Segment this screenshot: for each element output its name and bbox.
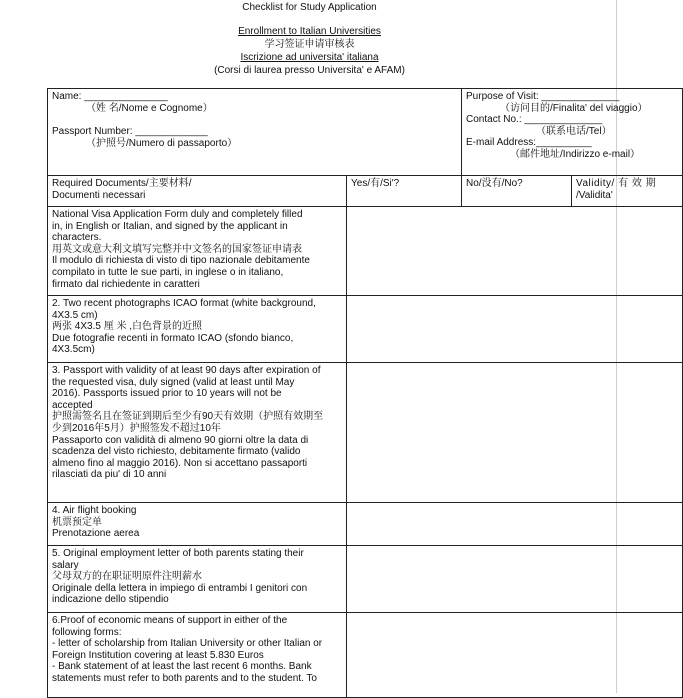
document-row-employment: [48, 546, 683, 613]
document-row-photographs: [48, 296, 683, 363]
document-row-passport: [48, 363, 683, 503]
doc-line: accepted: [52, 399, 93, 411]
doc-line: Il modulo di richiesta di visto di tipo nazionale debitamente: [52, 255, 310, 267]
doc-line: Originale della lettera in impiego di entrambi I genitori con: [52, 582, 308, 594]
doc-line: 4X3.5cm): [52, 344, 95, 356]
validity-header-line-1: Validity/ 有 效 期: [576, 178, 657, 189]
doc-line: Prenotazione aerea: [52, 528, 140, 540]
doc-line: 少到2016年5月）护照签发不超过10年: [52, 422, 221, 434]
doc-line: - Bank statement of at least the last recent 6 months. Bank: [52, 661, 312, 673]
check-cell[interactable]: [347, 363, 683, 503]
doc-line: compilato in tutte le sue parti, in inglese o in italiano,: [52, 266, 284, 278]
name-caption: （姓 名/Nome e Cognome）: [86, 102, 213, 114]
column-header-row: [48, 176, 683, 207]
purpose-field[interactable]: Purpose of Visit: ______________: [466, 91, 620, 102]
required-documents-header: [48, 176, 347, 207]
document-description: [48, 363, 347, 503]
email-field[interactable]: E-mail Address:__________: [466, 137, 592, 149]
doc-line: National Visa Application Form duly and completely filled: [52, 209, 303, 220]
doc-line: 两张 4X3.5 厘 米 ,白色背景的近照: [52, 321, 203, 333]
document-row-economic-means: [48, 613, 683, 698]
check-cell[interactable]: [347, 613, 683, 698]
enrollment-it: Iscrizione ad universita' italiana: [240, 52, 379, 63]
applicant-cell: [48, 89, 462, 176]
doc-line: - letter of scholarship from Italian University or other Italian or: [52, 638, 323, 650]
document-description: [48, 546, 347, 613]
check-cell[interactable]: [347, 546, 683, 613]
name-field[interactable]: Name: _______________: [52, 91, 168, 102]
validity-header: [572, 176, 683, 207]
required-header-line-2: Documenti necessari: [52, 189, 146, 201]
document-description: [48, 503, 347, 546]
doc-line: in, in English or Italian, and signed by the applicant in: [52, 220, 288, 232]
contact-field[interactable]: Contact No.: ______________: [466, 114, 603, 126]
contact-cell: [462, 89, 683, 176]
doc-line: salary: [52, 559, 79, 571]
doc-line: statements must refer to both parents and to the student. To: [52, 672, 317, 684]
enrollment-zh: 学习签证申请审核表: [264, 39, 355, 50]
doc-line: indicazione dello stipendio: [52, 594, 169, 606]
doc-line: the requested visa, duly signed (valid at least until May: [52, 376, 295, 388]
doc-line: 用英文或意大利文填写完整并中文签名的国家签证申请表: [52, 243, 302, 255]
yes-header: [347, 176, 462, 207]
checklist-table: [47, 88, 683, 698]
doc-line: characters.: [52, 232, 102, 244]
validity-header-line-2: /Validita': [576, 189, 613, 201]
doc-line: Foreign Institution covering at least 5.830 Euros: [52, 649, 264, 661]
no-header-label: No/没有/No?: [466, 178, 523, 189]
doc-line: Passaporto con validità di almeno 90 giorni oltre la data di: [52, 434, 309, 446]
enrollment-en: Enrollment to Italian Universities: [238, 26, 381, 37]
doc-line: 3. Passport with validity of at least 90 days after expiration of: [52, 365, 321, 376]
document-description: [48, 613, 347, 698]
check-cell[interactable]: [347, 207, 683, 296]
passport-number-field[interactable]: Passport Number: _____________: [52, 126, 208, 138]
applicant-info-row: [48, 89, 683, 176]
passport-caption: （护照号/Numero di passaporto）: [86, 137, 238, 149]
check-cell[interactable]: [347, 296, 683, 363]
doc-line: 护照需签名且在签证到期后至少有90天有效期（护照有效期至: [52, 411, 324, 423]
doc-line: 父母双方的在职证明原件注明薪水: [52, 571, 202, 583]
no-header: [462, 176, 572, 207]
contact-caption: （联系电话/Tel）: [536, 125, 612, 137]
document-row-flight: [48, 503, 683, 546]
email-caption: （邮件地址/Indirizzo e-mail）: [510, 148, 641, 160]
doc-line: 机票预定单: [52, 516, 102, 528]
doc-line: Due fotografie recenti in formato ICAO (sfondo bianco,: [52, 332, 294, 344]
doc-line: 2016). Passports issued prior to 10 years will not be: [52, 388, 282, 400]
doc-line: almeno fino al maggio 2016). Non si accettano passaporti: [52, 457, 308, 469]
purpose-caption: （访问目的/Finalita' del viaggio）: [500, 102, 648, 114]
yes-header-label: Yes/有/Si'?: [351, 178, 400, 189]
doc-line: rilasciati da piu' di 10 anni: [52, 469, 167, 481]
doc-line: scadenza del visto richiesto, debitamente firmato (valido: [52, 446, 301, 458]
doc-line: 5. Original employment letter of both parents stating their: [52, 548, 304, 559]
document-description: [48, 207, 347, 296]
required-header-line-1: Required Documents/主要材料/: [52, 178, 192, 189]
document-row-visa-form: [48, 207, 683, 296]
enrollment-it-sub: (Corsi di laurea presso Universita' e AFAM): [214, 65, 405, 76]
check-cell[interactable]: [347, 503, 683, 546]
doc-line: 2. Two recent photographs ICAO format (white background,: [52, 298, 316, 309]
doc-line: following forms:: [52, 626, 122, 638]
doc-line: 6.Proof of economic means of support in either of the: [52, 615, 288, 626]
doc-line: 4X3.5 cm): [52, 309, 98, 321]
doc-line: firmato dal richiedente in caratteri: [52, 278, 200, 290]
document-description: [48, 296, 347, 363]
page-title: Checklist for Study Application: [242, 2, 377, 13]
doc-line: 4. Air flight booking: [52, 505, 137, 516]
